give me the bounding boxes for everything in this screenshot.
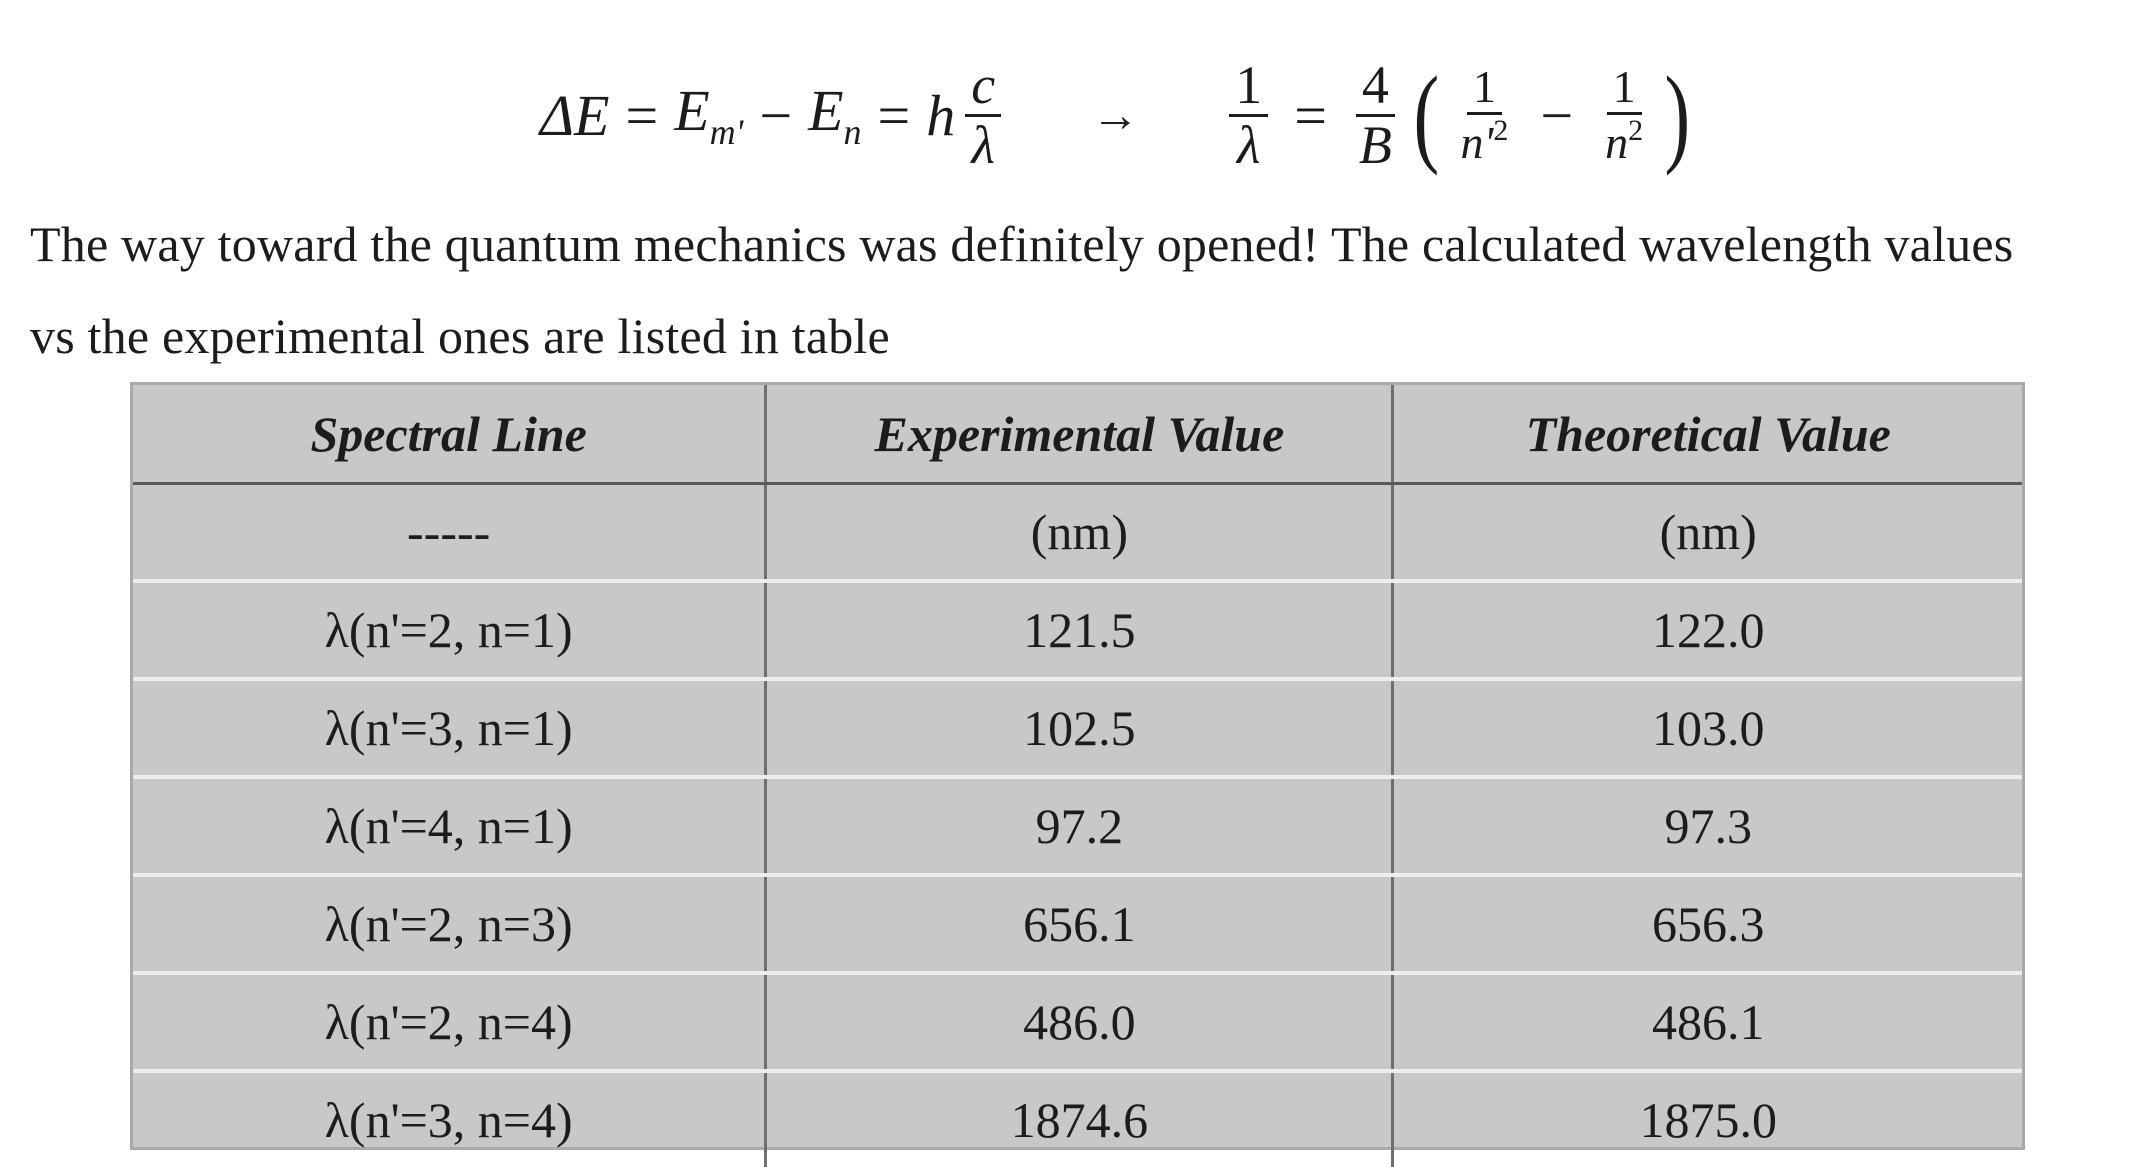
cell-spectral-line: λ(n'=4, n=1) [133, 777, 766, 875]
cell-theoretical-value: 97.3 [1664, 798, 1752, 854]
cell-theoretical-value: 122.0 [1651, 602, 1765, 658]
equals-sign-3: = [1294, 82, 1327, 148]
left-parenthesis: ( [1413, 54, 1440, 176]
cell-theoretical-value: 656.3 [1651, 896, 1765, 952]
table-row [133, 1071, 2022, 1167]
right-parenthesis: ) [1664, 54, 1691, 176]
paragraph-line-2: vs the experimental ones are listed in table [30, 308, 890, 364]
e-n-term: $E_n$ [808, 78, 862, 152]
table-row [133, 484, 2022, 582]
table-row [133, 679, 2022, 777]
one-over-n-squared: $\frac{1}{n^2}$ [1605, 61, 1644, 168]
equals-sign-2: = [877, 82, 911, 148]
cell-experimental-value: 102.5 [766, 679, 1393, 777]
cell-theoretical-value: 1875.0 [1639, 1092, 1777, 1148]
one-over-lambda-fraction: $\frac{1}{\lambda}$ [1229, 57, 1268, 173]
wavelength-table [130, 382, 2025, 1150]
minus-sign-2: − [1540, 82, 1574, 148]
table-row [133, 581, 2022, 679]
arrow-icon: → [1091, 88, 1140, 142]
table-row [133, 973, 2022, 1071]
cell-theoretical-value: 486.1 [1651, 994, 1765, 1050]
energy-equation [540, 40, 1691, 190]
four-over-b-fraction: $\frac{4}{B}$ [1353, 57, 1398, 173]
table-row [133, 777, 2022, 875]
table-row [133, 875, 2022, 973]
cell-spectral-line: λ(n'=2, n=3) [133, 875, 766, 973]
cell-experimental-value: (nm) [766, 484, 1393, 582]
cell-experimental-value: 656.1 [766, 875, 1393, 973]
header-spectral-line: Spectral Line [133, 385, 766, 484]
equals-sign: = [625, 82, 659, 148]
cell-experimental-value: 121.5 [766, 581, 1393, 679]
body-paragraph [30, 198, 2140, 382]
cell-spectral-line: λ(n'=3, n=1) [133, 679, 766, 777]
cell-experimental-value: 486.0 [766, 973, 1393, 1071]
planck-constant: h [926, 82, 956, 148]
one-over-n-prime-squared: $\frac{1}{n'^2}$ [1460, 61, 1509, 168]
paragraph-line-1: The way toward the quantum mechanics was definitely opened! The calculated wavelength values [30, 216, 2014, 272]
cell-spectral-line: λ(n'=2, n=4) [133, 973, 766, 1071]
header-experimental-value: Experimental Value [766, 385, 1393, 484]
c-over-lambda-fraction: $\frac{c}{\lambda}$ [965, 57, 1001, 173]
e-m-prime-term: $E_{m'}$ [674, 78, 744, 152]
cell-spectral-line: λ(n'=2, n=1) [133, 581, 766, 679]
minus-sign: − [759, 82, 793, 148]
delta-e-symbol: ΔE [540, 82, 610, 148]
header-theoretical-value: Theoretical Value [1393, 385, 2022, 484]
cell-theoretical-value: 103.0 [1651, 700, 1765, 756]
cell-spectral-line: λ(n'=3, n=4) [133, 1071, 766, 1167]
cell-theoretical-value: (nm) [1659, 504, 1757, 560]
cell-spectral-line: ----- [133, 484, 766, 582]
cell-experimental-value: 97.2 [766, 777, 1393, 875]
table-header-row [133, 385, 2022, 484]
cell-experimental-value: 1874.6 [766, 1071, 1393, 1167]
